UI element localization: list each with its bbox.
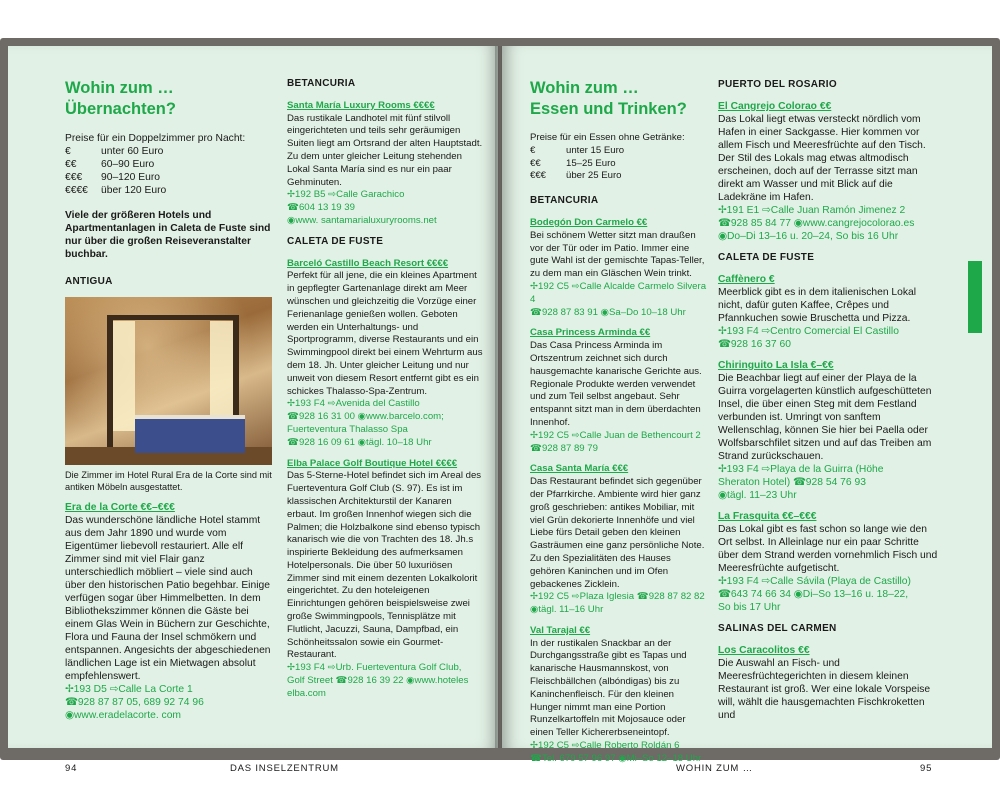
hotel-description: Das 5-Sterne-Hotel befindet sich im Areal des Fuerteventura Golf Club (S. 97). Es ist im klassischen Architekturstil der Kanaren erbaut. Im großen Innenhof wiegen sich die Palmen; die Holzbalkone sind ebenso typisch kanarisch wie die von Trachten des 18. Jh.s inspirierte Bekleidung des aufmerksamen Hotelpersonals. Die über 50 luxuriösen Zimmer sind mit einem dezenten Lokalkolorit eingerichtet. Zu den hoteleigenen Einrichtungen gehören beispielsweise zwei große Swimmingpools, Tennisplätze mit Flutlicht, Jacuzzi, Sauna, Dampfbad, ein Schönheitssalon sowie ein Gourmet-Restaurant.	[287, 470, 482, 661]
section-heading: ANTIGUA	[65, 276, 113, 287]
price-symbol: €€	[530, 157, 541, 169]
restaurant-info: ✢193 F4 ⇨Playa de la Guirra (Höhe Sheraton Hotel) ☎928 54 76 93 ◉tägl. 11–23 Uhr	[718, 464, 884, 501]
restaurant-description: In der rustikalen Snackbar an der Durchgangsstraße gibt es Tapas und kanarische Hausmannskost, von Fleischbällchen (albóndigas) bis zu Kaninchenfleisch. Für den kleinen Hunger nimmt man eine Portion Runzelkartoffeln mit Mojosauce oder einen Teller Kichererbseneintopf.	[530, 637, 687, 739]
page-number: 94	[65, 763, 78, 774]
price-table	[530, 145, 708, 183]
price-symbol: €€€	[530, 170, 547, 182]
price-value: 60–90 Euro	[101, 159, 155, 170]
hotel-description: Das wunderschöne ländliche Hotel stammt aus dem Jahr 1890 und wurde vom Eigentümer liebevoll restauriert. Alle elf Zimmer sind mit viel Flair ganz unterschiedlich möbliert – viele sind auch über den historischen Patio begehbar. Einige verfügen sogar über Himmelbetten. In dem Bibliothekszimmer können die Gäste bei einem Glas Wein in Büchern zur Geschichte, Flora und Fauna der Insel schmökern und entspannen. Angesichts der abgeschiedenen ländlichen Lage ist ein Mietwagen absolut empfehlenswert.	[65, 515, 271, 682]
page-title: Wohin zum … Essen und Trinken?	[530, 79, 687, 118]
page-number: 95	[920, 763, 933, 774]
hotel-name-link[interactable]: Barceló Castillo Beach Resort €€€€	[287, 257, 449, 269]
price-intro: Preise für ein Doppelzimmer pro Nacht:	[65, 133, 246, 144]
hotel-info: ✢193 F4 ⇨Avenida del Castillo ☎928 16 31 00 ◉www.barcelo.com; Fuerteventura Thalasso Spa ☎928 16 09 61 ◉tägl. 10–18 Uhr	[287, 398, 444, 448]
restaurant-description: Das Lokal gibt es fast schon so lange wie den Ort selbst. In Alleinlage nur ein paar Schritte über dem Strand werden vornehmlich Fisch und Meeresfrüchte aufgetischt.	[718, 524, 938, 574]
right-column-2	[718, 78, 940, 722]
photo-caption: Die Zimmer im Hotel Rural Era de la Corte sind mit antiken Möbeln ausgestattet.	[65, 470, 272, 492]
price-value: 15–25 Euro	[566, 157, 616, 169]
hotel-name-link[interactable]: Santa María Luxury Rooms €€€€	[287, 99, 435, 111]
booking-note: Viele der größeren Hotels und Apartmentanlagen in Caleta de Fuste sind nur über die großen Reiseveranstalter buchbar.	[65, 210, 271, 260]
restaurant-info: ✢192 C5 ⇨Calle Roberto Roldán 6 ☎Tel. 679 57 96 97 ◉Mi–So 12–18 Uhr	[530, 740, 702, 764]
section-heading: PUERTO DEL ROSARIO	[718, 79, 837, 90]
restaurant-name-link[interactable]: Chiringuito La Isla €–€€	[718, 360, 834, 371]
restaurant-info: ✢192 C5 ⇨Calle Juan de Bethencourt 2 ☎928 87 89 79	[530, 429, 701, 454]
section-heading: BETANCURIA	[287, 78, 356, 89]
restaurant-description: Das Lokal liegt etwas versteckt nördlich vom Hafen in einer Sackgasse. Hier kommen vor allem Fisch und Meeresfrüchte auf den Tisch. Der Stil des Lokals mag etwas altmodisch erscheinen, doch auf der Terrasse sitzt man direkt am Wasser und mit Blick auf die Ladekräne im Hafen.	[718, 114, 926, 203]
price-value: 90–120 Euro	[101, 172, 160, 183]
price-symbol: €	[530, 144, 536, 156]
hotel-name-link[interactable]: Era de la Corte €€–€€€	[65, 502, 175, 513]
hotel-description: Das rustikale Landhotel mit fünf stilvoll eingerichteten und teils sehr geräumigen Suiten liegt am Ortsrand der alten Hauptstadt. Zu dem unter gleicher Leitung stehenden Lokal Santa María sind es nur ein paar Gehminuten.	[287, 112, 483, 188]
page-title: Wohin zum … Übernachten?	[65, 79, 176, 118]
price-value: über 120 Euro	[101, 185, 167, 196]
right-page	[502, 46, 992, 774]
hotel-name-link[interactable]: Elba Palace Golf Boutique Hotel €€€€	[287, 457, 458, 469]
restaurant-info: ✢193 F4 ⇨Calle Sávila (Playa de Castillo) ☎643 74 66 34 ◉Di–So 13–16 u. 18–22, So bis 17 Uhr	[718, 576, 911, 613]
price-value: über 25 Euro	[566, 170, 622, 182]
restaurant-info: ✢193 F4 ⇨Centro Comercial El Castillo ☎928 16 37 60	[718, 326, 899, 350]
restaurant-description: Bei schönem Wetter sitzt man draußen vor der Tür oder im Patio. Immer eine gute Wahl ist der gemischte Tapas-Teller, zu dem man ein Gläschen Wein trinkt.	[530, 229, 705, 280]
restaurant-description: Die Beachbar liegt auf einer der Playa de la Guirra vorgelagerten künstlich aufgeschütteten Insel, die über einen Steg mit dem Festland verbunden ist. Umringt von sanftem Wellenschlag, können Sie hier bei Paella oder Wolfsbarschfilet sitzen und auf das Treiben am Strand zurückschauen.	[718, 373, 932, 462]
restaurant-description: Das Casa Princess Arminda im Ortszentrum zeichnet sich durch hausgemachte kanarische Gerichte aus. Regionale Produkte werden verwendet und zum Teil selbst angebaut. Sehr entspannt sitzt man in dem überdachten Innenhof.	[530, 340, 702, 428]
hotel-info: ✢193 D5 ⇨Calle La Corte 1 ☎928 87 87 05, 689 92 74 96 ◉www.eradelacorte. com	[65, 684, 204, 721]
left-column-2	[287, 78, 483, 709]
hotel-info: ✢193 F4 ⇨Urb. Fuerteventura Golf Club, Golf Street ☎928 16 39 22 ◉www.hoteles elba.com	[287, 662, 469, 699]
running-head: WOHIN ZUM …	[676, 763, 753, 774]
price-symbol: €	[65, 146, 71, 157]
restaurant-name-link[interactable]: El Cangrejo Colorao €€	[718, 101, 832, 112]
restaurant-info: ✢191 E1 ⇨Calle Juan Ramón Jimenez 2 ☎928 85 84 77 ◉www.cangrejocolorao.es ◉Do–Di 13–16 u. 20–24, So bis 16 Uhr	[718, 205, 915, 242]
chapter-tab	[968, 261, 982, 333]
left-column-1	[65, 78, 275, 730]
restaurant-name-link[interactable]: Casa Santa María €€€	[530, 463, 629, 475]
price-symbol: €€€	[65, 172, 83, 183]
hotel-room-photo	[65, 297, 272, 465]
price-symbol: €€€€	[65, 185, 88, 196]
section-heading: BETANCURIA	[530, 195, 599, 207]
price-value: unter 15 Euro	[566, 144, 625, 156]
restaurant-name-link[interactable]: Caffènero €	[718, 274, 775, 285]
price-intro: Preise für ein Essen ohne Getränke:	[530, 132, 685, 143]
hotel-info: ✢192 B5 ⇨Calle Garachico ☎604 13 19 39 ◉www. santamarialuxuryrooms.net	[287, 189, 437, 226]
running-head: DAS INSELZENTRUM	[230, 763, 339, 774]
price-value: unter 60 Euro	[101, 146, 164, 157]
restaurant-info: ✢192 C5 ⇨Calle Alcalde Carmelo Silvera 4 ☎928 87 83 91 ◉Sa–Do 10–18 Uhr	[530, 280, 707, 318]
restaurant-name-link[interactable]: Bodegón Don Carmelo €€	[530, 216, 648, 228]
restaurant-name-link[interactable]: Los Caracolitos €€	[718, 645, 810, 656]
section-heading: CALETA DE FUSTE	[287, 235, 384, 247]
price-symbol: €€	[65, 159, 77, 170]
restaurant-name-link[interactable]: Casa Princess Arminda €€	[530, 327, 651, 339]
restaurant-description: Die Auswahl an Fisch- und Meeresfrüchtegerichten in diesem kleinen Restaurant ist groß. Wer eine lokale Vorspeise will, wählt die hausgemachten Fischkroketten und	[718, 658, 931, 721]
restaurant-description: Meerblick gibt es in dem italienischen Lokal nicht, dafür guten Kaffee, Crêpes und Pfannkuchen sowie Bruschetta und Pizza.	[718, 287, 917, 324]
hotel-description: Perfekt für all jene, die ein kleines Apartment in gepflegter Gartenanlage direkt am Meer wünschen und gleichzeitig die Vorzüge einer Ferienanlage genießen wollen. Geboten werden ein Unterhaltungs- und Sportprogramm, diverse Restaurants und ein Swimmingpool direkt bei einem Wehrturm aus dem 18. Jh. Unter gleicher Leitung und nur unweit von diesem Resort entfernt gibt es ein schickes Thalasso-Spa-Zentrum.	[287, 270, 483, 397]
section-heading: SALINAS DEL CARMEN	[718, 623, 837, 634]
restaurant-description: Das Restaurant befindet sich gegenüber der Pfarrkirche. Ambiente wird hier ganz groß geschrieben: antikes Mobiliar, mit viel Grün dekorierte Innenhöfe und viel Liebe fürs Detail geben den kleinen Gasträumen eine ganz persönliche Note. Zu den Spezialitäten des Hauses gehören Kaninchen und im Ofen gebackenes Zicklein.	[530, 476, 705, 590]
restaurant-name-link[interactable]: La Frasquita €€–€€€	[718, 511, 817, 522]
price-table	[65, 145, 275, 197]
right-column-1	[530, 78, 708, 774]
left-page	[8, 46, 498, 774]
restaurant-name-link[interactable]: Val Tarajal €€	[530, 624, 591, 636]
section-heading: CALETA DE FUSTE	[718, 252, 815, 263]
restaurant-info: ✢192 C5 ⇨Plaza Iglesia ☎928 87 82 82 ◉tägl. 11–16 Uhr	[530, 591, 705, 616]
